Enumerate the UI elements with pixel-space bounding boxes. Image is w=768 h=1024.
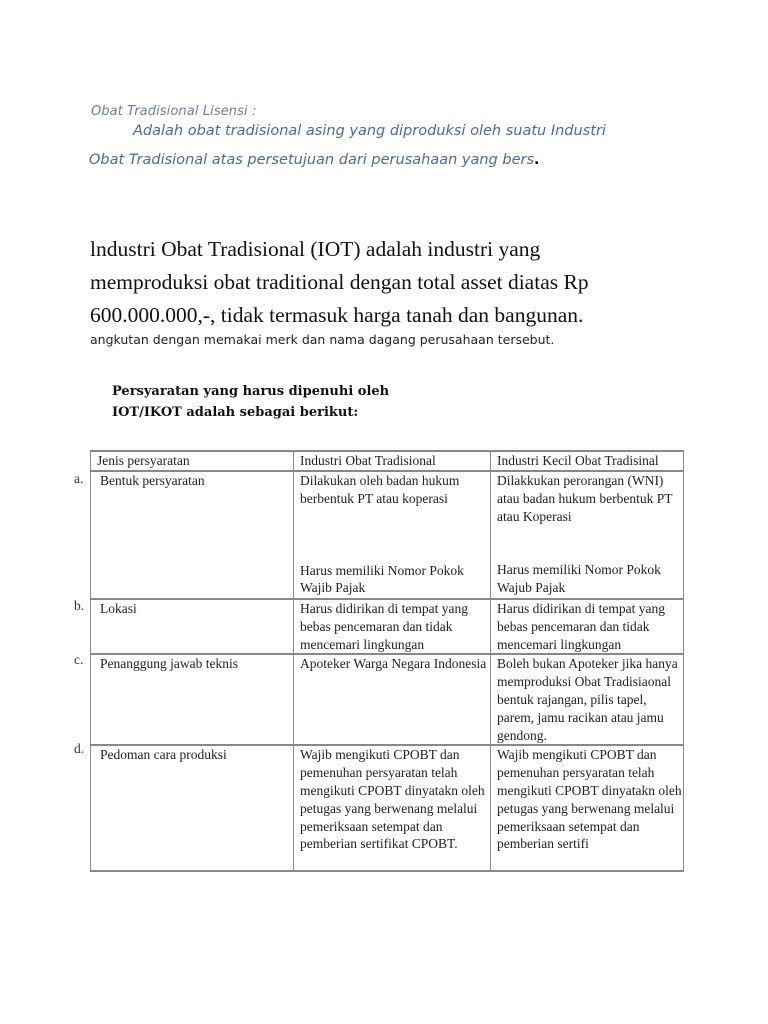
- requirements-heading: [112, 381, 389, 423]
- requirements-heading-line: Persyaratan yang harus dipenuhi oleh: [112, 384, 390, 399]
- iot-requirement: Dilakukan oleh badan hukum berbentuk PT atau koperasi: [300, 473, 460, 506]
- iot-cell: Apoteker Warga Negara Indonesia: [294, 654, 491, 745]
- row-marker: a.: [74, 471, 84, 486]
- license-definition-line-1: Adalah obat tradisional asing yang diproduksi oleh suatu Industri: [133, 123, 606, 139]
- license-definition-period: .: [534, 152, 540, 168]
- row-marker: d.: [74, 741, 85, 756]
- header-iot: Industri Obat Tradisional: [294, 451, 491, 471]
- row-marker: b.: [74, 598, 85, 613]
- ikot-requirement: Harus memiliki Nomor Pokok Wajub Pajak: [497, 562, 661, 596]
- license-title: Obat Tradisional Lisensi :: [91, 104, 257, 119]
- ikot-cell: Harus didirikan di tempat yang bebas pencemaran dan tidak mencemari lingkungan: [491, 599, 684, 654]
- requirement-type: Penanggung jawab teknis: [91, 654, 294, 745]
- requirement-type: Lokasi: [91, 599, 294, 654]
- iot-cell: Wajib mengikuti CPOBT dan pemenuhan persyaratan telah mengikuti CPOBT dinyatakn oleh petugas yang berwenang melalui pemeriksaan setempat dan pemberian sertifikat CPOBT.: [294, 745, 491, 871]
- iot-requirement: Harus memiliki Nomor Pokok Wajib Pajak: [300, 562, 464, 596]
- requirements-table: [90, 450, 684, 872]
- iot-definition-line: memproduksi obat traditional dengan total asset diatas Rp: [90, 270, 589, 294]
- header-ikot: Industri Kecil Obat Tradisinal: [491, 451, 684, 471]
- trailing-text: angkutan dengan memakai merk dan nama dagang perusahaan tersebut.: [90, 332, 555, 347]
- ikot-cell: Wajib mengikuti CPOBT dan pemenuhan persyaratan telah mengikuti CPOBT dinyatakn oleh petugas yang berwenang melalui pemeriksaan setempat dan pemberian sertifi: [491, 745, 684, 871]
- table-header-row: [91, 451, 684, 471]
- ikot-cell: [491, 471, 684, 599]
- table-row: [91, 599, 684, 654]
- requirements-heading-line: IOT/IKOT adalah sebagai berikut:: [112, 405, 359, 420]
- header-jenis-persyaratan: Jenis persyaratan: [91, 451, 294, 471]
- iot-definition-paragraph: [90, 233, 690, 332]
- iot-definition-line: lndustri Obat Tradisional (IOT) adalah industri yang: [90, 237, 541, 261]
- table-row: [91, 654, 684, 745]
- iot-cell: Harus didirikan di tempat yang bebas pencemaran dan tidak mencemari lingkungan: [294, 599, 491, 654]
- table-row: [91, 471, 684, 599]
- license-definition-line-2-text: Obat Tradisional atas persetujuan dari perusahaan yang bers: [89, 152, 535, 168]
- requirement-type: Pedoman cara produksi: [91, 745, 294, 871]
- ikot-requirement: Dilakkukan perorangan (WNI) atau badan hukum berbentuk PT atau Koperasi: [497, 473, 673, 524]
- table-row: [91, 745, 684, 871]
- row-marker: c.: [74, 652, 84, 667]
- requirement-type: Bentuk persyaratan: [91, 471, 294, 599]
- ikot-cell: Boleh bukan Apoteker jika hanya memproduksi Obat Tradisiaonal bentuk rajangan, pilis tapel, parem, jamu racikan atau jamu gendong.: [491, 654, 684, 745]
- license-definition-line-2: [89, 152, 540, 168]
- iot-cell: [294, 471, 491, 599]
- iot-definition-line: 600.000.000,-, tidak termasuk harga tanah dan bangunan.: [90, 303, 584, 327]
